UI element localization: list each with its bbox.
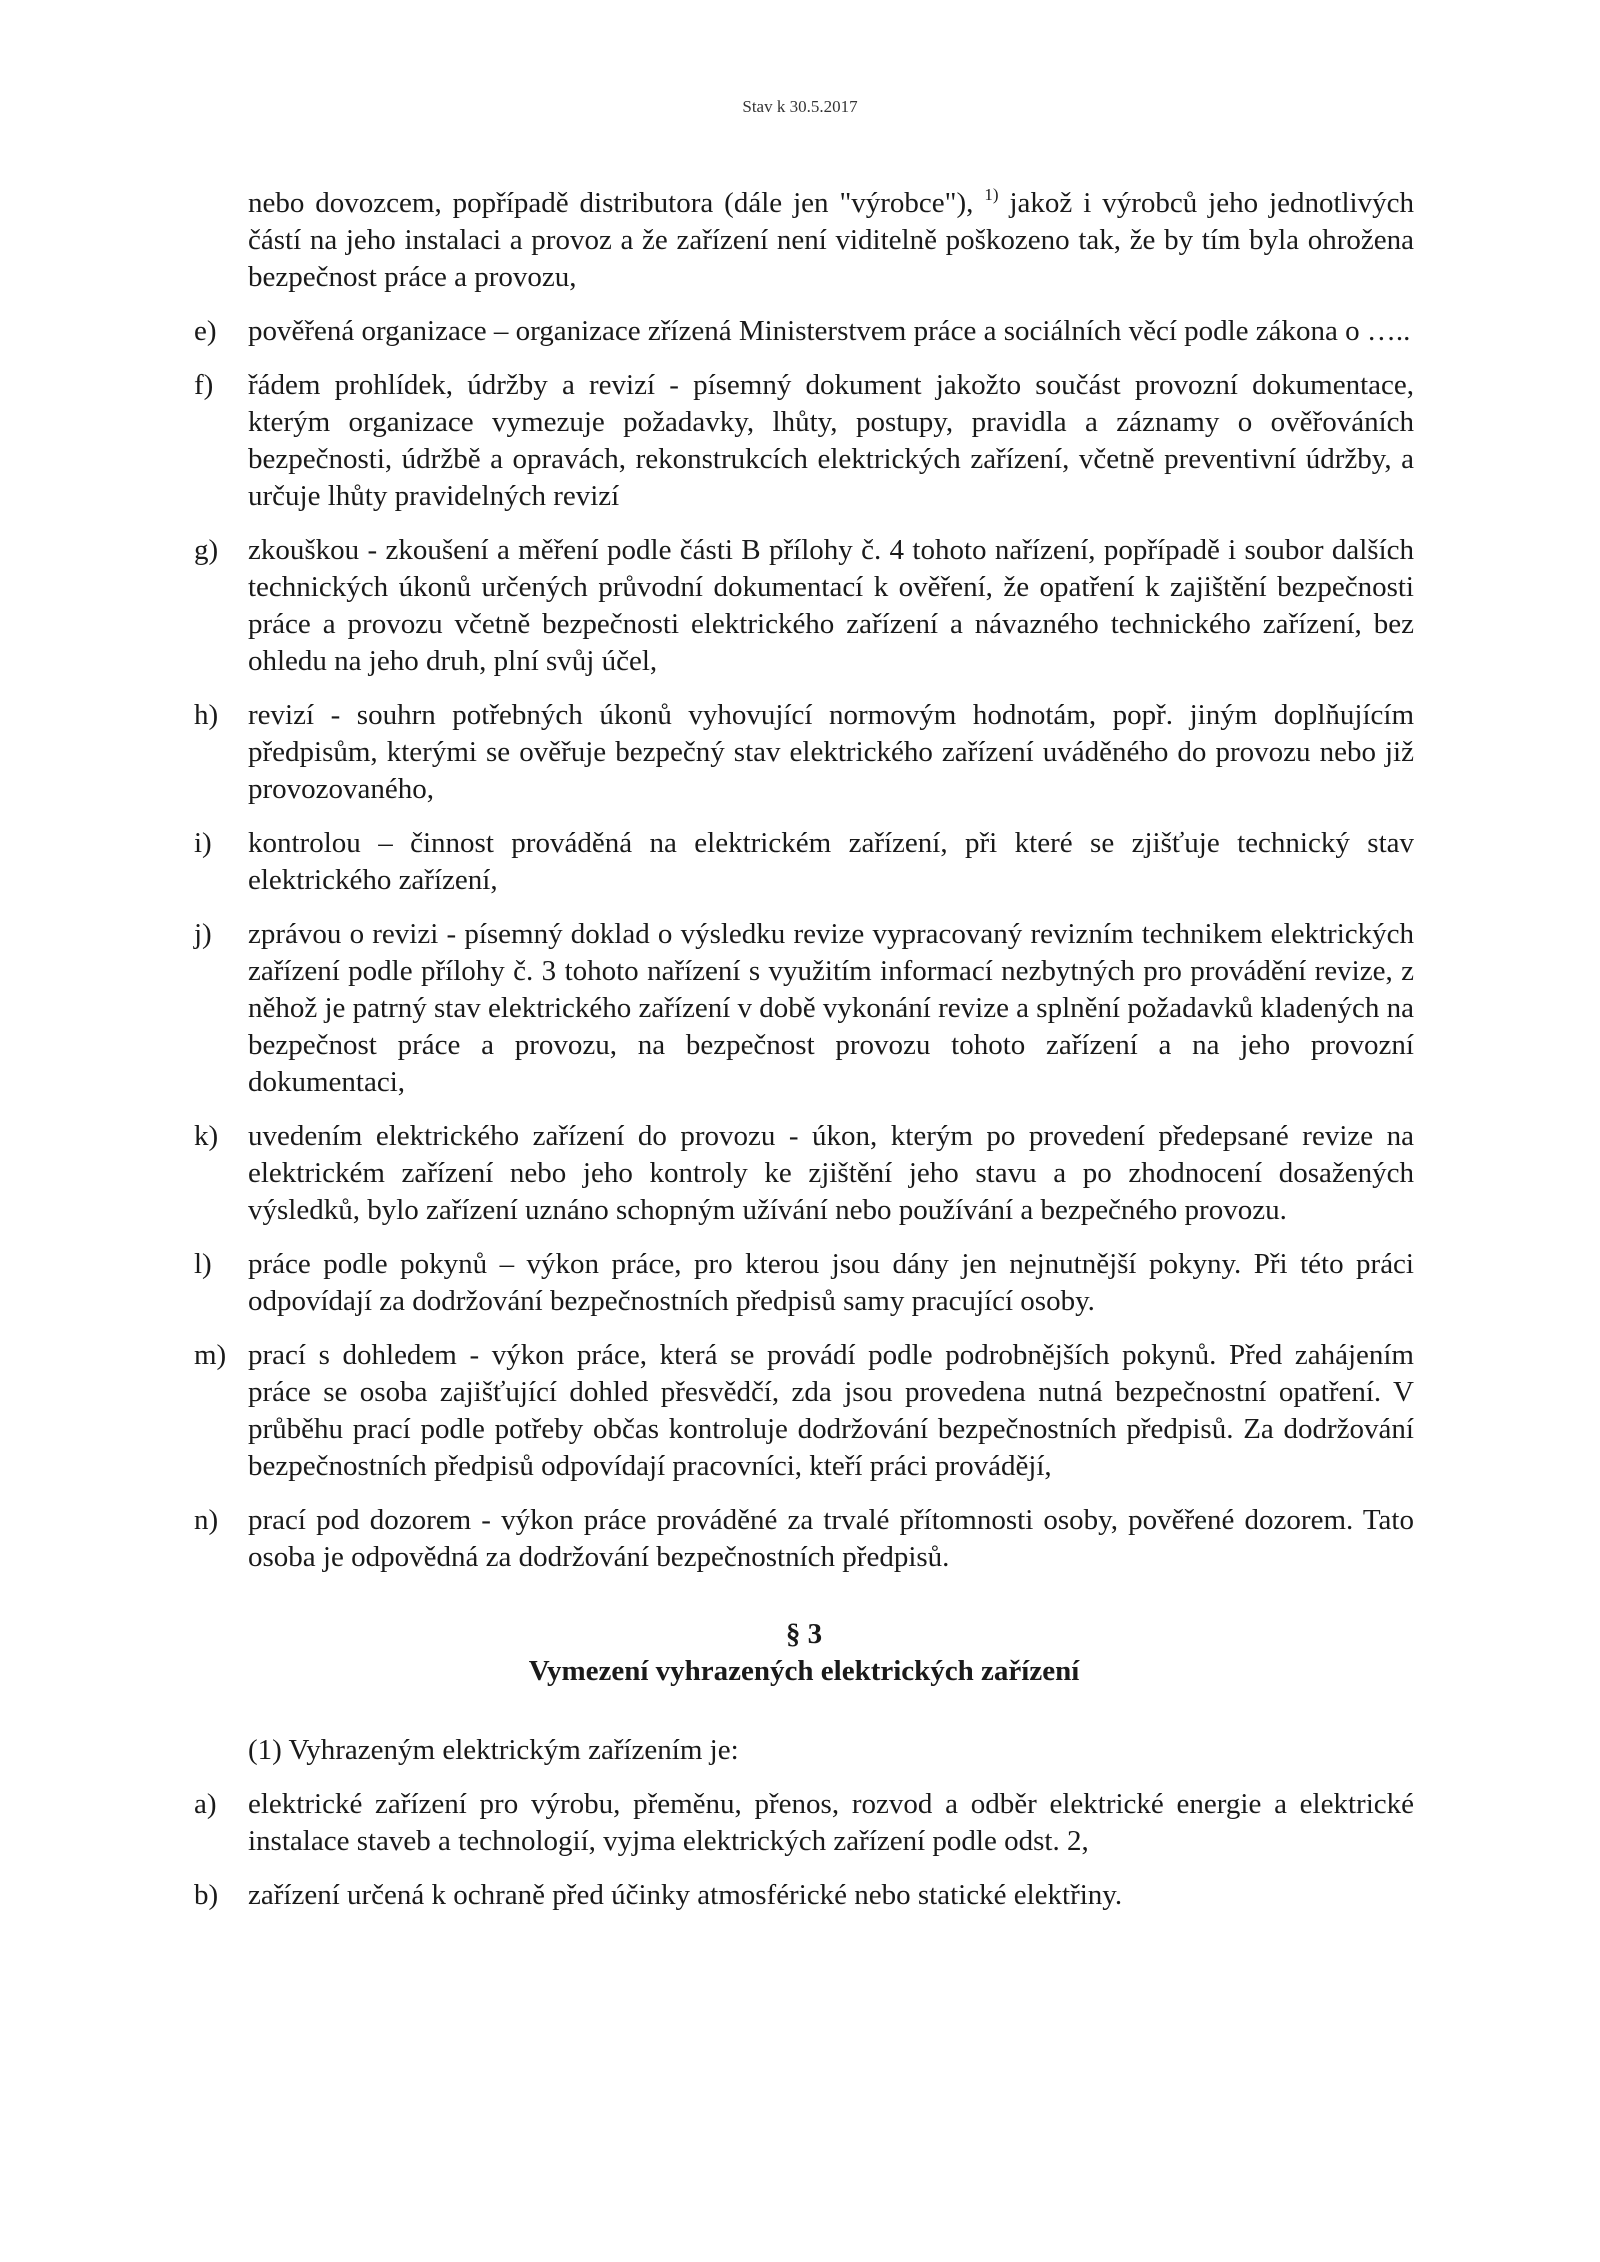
item-label: a) (194, 1788, 217, 1820)
list-item (194, 367, 1414, 515)
item-text: pověřená organizace – organizace zřízená Ministerstvem práce a sociálních věcí podle zákona o ….. (248, 315, 1411, 347)
continuation-paragraph (194, 185, 1414, 296)
section-title: Vymezení vyhrazených elektrických zařízení (528, 1655, 1080, 1687)
item-text: revizí - souhrn potřebných úkonů vyhovující normovým hodnotám, popř. jiným doplňujícím předpisům, kterými se ověřuje bezpečný stav elektrického zařízení uváděného do provozu nebo již provozovaného, (248, 699, 1414, 805)
item-text: uvedením elektrického zařízení do provozu - úkon, kterým po provedení předepsané revize na elektrickém zařízení nebo jeho kontroly ke zjištění jeho stavu a po zhodnocení dosažených výsledků, bylo zařízení uznáno schopným užívání nebo používání a bezpečného provozu. (248, 1120, 1414, 1226)
item-text: prací s dohledem - výkon práce, která se provádí podle podrobnějších pokynů. Před zahájením práce se osoba zajišťující dohled přesvědčí, zda jsou provedena nutná bezpečnostní opatření. V průběhu prací podle potřeby občas kontroluje dodržování bezpečnostních předpisů. Za dodržování bezpečnostních předpisů odpovídají pracovníci, kteří práci provádějí, (248, 1339, 1414, 1482)
item-label: f) (194, 369, 214, 401)
continuation-text-end: jakož i výrobců jeho jednotlivých částí na jeho instalaci a provoz a že zařízení není viditelně poškozeno tak, že by tím byla ohrožena bezpečnost práce a provozu, (248, 187, 1414, 293)
item-label: l) (194, 1248, 212, 1280)
item-label: g) (194, 534, 219, 566)
item-text: elektrické zařízení pro výrobu, přeměnu, přenos, rozvod a odběr elektrické energie a elektrické instalace staveb a technologií, vyjma elektrických zařízení podle odst. 2, (248, 1788, 1414, 1857)
list-item (194, 532, 1414, 680)
list-item (194, 825, 1414, 899)
section-item-list (194, 1786, 1414, 1914)
list-item (194, 1118, 1414, 1229)
item-text: řádem prohlídek, údržby a revizí - písemný dokument jakožto součást provozní dokumentace, kterým organizace vymezuje požadavky, lhůty, postupy, pravidla a záznamy o ověřováních bezpečnosti, údržbě a opravách, rekonstrukcích elektrických zařízení, včetně preventivní údržby, a určuje lhůty pravidelných revizí (248, 369, 1414, 512)
document-body (194, 185, 1414, 1931)
item-label: n) (194, 1504, 219, 1536)
item-label: e) (194, 315, 217, 347)
item-text: zprávou o revizi - písemný doklad o výsledku revize vypracovaný revizním technikem elektrických zařízení podle přílohy č. 3 tohoto nařízení s využitím informací nezbytných pro provádění revize, z něhož je patrný stav elektrického zařízení v době vykonání revize a splnění požadavků kladených na bezpečnost práce a provozu, na bezpečnost provozu tohoto zařízení a na jeho provozní dokumentaci, (248, 918, 1414, 1098)
section-paragraph: (1) Vyhrazeným elektrickým zařízením je: (248, 1734, 739, 1766)
item-label: k) (194, 1120, 219, 1152)
item-text: práce podle pokynů – výkon práce, pro kterou jsou dány jen nejnutnější pokyny. Při této práci odpovídají za dodržování bezpečnostních předpisů samy pracující osoby. (248, 1248, 1414, 1317)
list-item (194, 1246, 1414, 1320)
item-label: m) (194, 1339, 227, 1371)
item-text: prací pod dozorem - výkon práce prováděné za trvalé přítomnosti osoby, pověřené dozorem. Tato osoba je odpovědná za dodržování bezpečnostních předpisů. (248, 1504, 1414, 1573)
list-item (194, 1786, 1414, 1860)
page-header-date: Stav k 30.5.2017 (742, 97, 858, 116)
list-item (194, 1877, 1414, 1914)
list-item (194, 697, 1414, 808)
item-label: b) (194, 1879, 219, 1911)
item-label: h) (194, 699, 219, 731)
list-item (194, 916, 1414, 1101)
footnote-ref: 1) (984, 185, 999, 204)
item-text: zařízení určená k ochraně před účinky atmosférické nebo statické elektřiny. (248, 1879, 1123, 1911)
list-item (194, 1337, 1414, 1485)
definition-list (194, 313, 1414, 1576)
list-item (194, 313, 1414, 350)
item-text: zkouškou - zkoušení a měření podle části B přílohy č. 4 tohoto nařízení, popřípadě i soubor dalších technických úkonů určených průvodní dokumentací k ověření, že opatření k zajištění bezpečnosti práce a provozu včetně bezpečnosti elektrického zařízení a návazného technického zařízení, bez ohledu na jeho druh, plní svůj účel, (248, 534, 1414, 677)
item-label: j) (194, 918, 212, 950)
continuation-text-start: nebo dovozcem, popřípadě distributora (dále jen "výrobce"), (248, 187, 985, 219)
item-text: kontrolou – činnost prováděná na elektrickém zařízení, při které se zjišťuje technický stav elektrického zařízení, (248, 827, 1414, 896)
list-item (194, 1502, 1414, 1576)
item-label: i) (194, 827, 212, 859)
section-number: § 3 (785, 1618, 823, 1650)
